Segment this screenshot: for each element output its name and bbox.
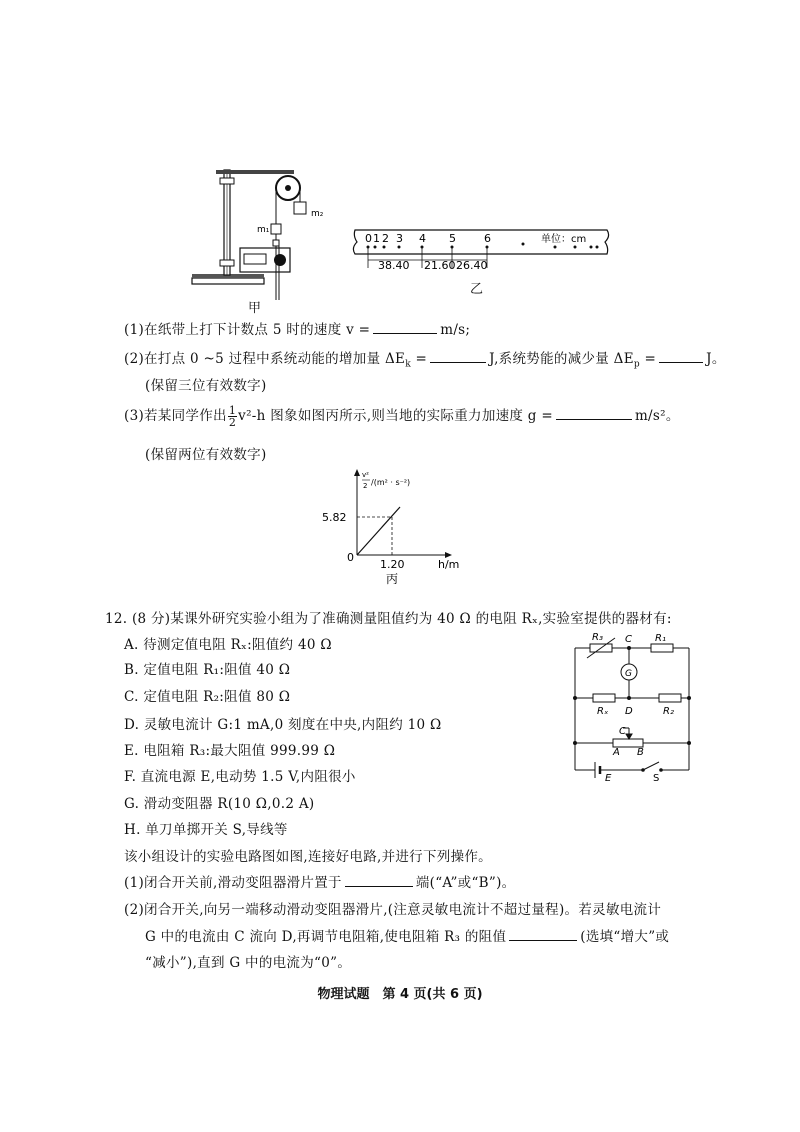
q12-p1-blank[interactable]	[345, 874, 413, 887]
mass-m2	[294, 202, 306, 214]
resistor-R1	[651, 644, 673, 652]
label-m1: m₁	[257, 225, 270, 235]
tape-point-6: 6	[484, 232, 491, 245]
frac-num: 1	[228, 404, 237, 417]
tape-point-4: 4	[419, 232, 426, 245]
q11-p1-prefix: (1)在纸带上打下计数点 5 时的速度 v =	[124, 322, 371, 338]
tape-segment-3: 26.40	[456, 259, 488, 272]
graph-ylabel-num: v²	[362, 471, 369, 479]
q12-item-e: E. 电阻箱 R₃:最大阻值 999.99 Ω	[124, 743, 336, 759]
q12-item-b: B. 定值电阻 R₁:阻值 40 Ω	[124, 662, 291, 678]
page-footer: 物理试题 第 4 页(共 6 页)	[317, 987, 483, 1002]
caption-jia: 甲	[248, 301, 262, 316]
graph-origin: 0	[347, 551, 354, 564]
label-Rx: Rₓ	[597, 706, 609, 717]
q12-item-f: F. 直流电源 E,电动势 1.5 V,内阻很小	[124, 769, 356, 785]
q12-item-g: G. 滑动变阻器 R(10 Ω,0.2 A)	[124, 796, 315, 812]
q11-p3-fraction	[228, 405, 237, 428]
tape-unit: 单位：cm	[541, 234, 587, 245]
top-bar	[216, 170, 294, 174]
graph-figure	[320, 465, 470, 590]
q11-part2	[124, 347, 726, 370]
q11-p3-unit: m/s²。	[634, 408, 680, 424]
q11-p3-prefix: (3)若某同学作出	[124, 408, 227, 424]
resistor-R2	[659, 694, 681, 702]
label-m2: m₂	[311, 209, 324, 219]
resistor-Rx	[593, 694, 615, 702]
q12-p1-prefix: (1)闭合开关前,滑动变阻器滑片置于	[124, 875, 342, 891]
q11-part3	[124, 404, 680, 428]
tape-point-0: 0	[365, 232, 372, 245]
q12-item-a: A. 待测定值电阻 Rₓ:阻值约 40 Ω	[124, 637, 332, 653]
q11-p2-mid: J,系统势能的减少量 ΔE	[489, 351, 634, 367]
label-S: S	[653, 773, 660, 783]
q12-p2-line1: (2)闭合开关,向另一端移动滑动变阻器滑片,(注意灵敏电流计不超过量程)。若灵敏电流计	[124, 902, 662, 918]
graph-ylabel-den: 2	[363, 482, 368, 490]
label-C-slider: C	[619, 726, 626, 737]
q11-p2-prefix: (2)在打点 0 ~5 过程中系统动能的增加量 ΔE	[124, 351, 406, 367]
q11-p2-ep-blank[interactable]	[659, 350, 703, 363]
q12-p2-suffix: (选填“增大”或	[580, 929, 670, 945]
label-A: A	[613, 747, 620, 758]
tape-segment-2: 21.60	[424, 259, 456, 272]
q11-p2-eq: =	[410, 351, 428, 367]
apparatus-figure	[180, 160, 330, 310]
label-R3: R₃	[592, 632, 603, 643]
caption-yi: 乙	[470, 282, 484, 297]
tape-segment-1: 38.40	[378, 259, 410, 272]
frac-den: 2	[228, 416, 237, 429]
switch-S	[643, 762, 659, 770]
label-G: G	[625, 669, 632, 679]
label-B: B	[637, 747, 644, 758]
q11-p3-note: (保留两位有效数字)	[145, 447, 267, 463]
q12-part1	[124, 871, 515, 891]
q12-design: 该小组设计的实验电路图如图,连接好电路,并进行下列操作。	[124, 849, 492, 865]
q12-item-h: H. 单刀单掷开关 S,导线等	[124, 822, 288, 838]
q11-p1-unit: m/s;	[440, 322, 471, 338]
q11-p2-sub-k: k	[405, 359, 411, 370]
graph-y-tick: 5.82	[322, 511, 347, 524]
label-R2: R₂	[663, 706, 674, 717]
q12-p2-line2	[145, 925, 669, 945]
q11-p2-sub-p: p	[633, 359, 640, 370]
label-D: D	[625, 706, 633, 717]
q12-intro: 12. (8 分)某课外研究实验小组为了准确测量阻值约为 40 Ω 的电阻 Rₓ,实验室提供的器材有:	[105, 611, 672, 627]
q11-p3-g-blank[interactable]	[556, 407, 632, 420]
label-E: E	[605, 773, 612, 783]
q11-p2-unit: J。	[706, 351, 726, 367]
graph-xlabel: h/m	[438, 558, 460, 571]
q11-p1-answer-blank[interactable]	[373, 321, 437, 334]
q11-part1	[124, 318, 470, 338]
graph-ylabel-unit: /(m² · s⁻²)	[371, 478, 411, 487]
label-C-top: C	[625, 634, 632, 645]
circuit-diagram	[565, 628, 705, 783]
paper-tape-figure	[345, 222, 615, 272]
q12-p1-suffix: 端(“A”或“B”)。	[415, 875, 516, 891]
caption-bing: 丙	[386, 572, 399, 586]
q12-p2-line3: “减小”),直到 G 中的电流为“0”。	[145, 955, 352, 971]
q12-p2-blank[interactable]	[509, 928, 577, 941]
q11-p3-mid: v²-h 图象如图丙所示,则当地的实际重力加速度 g =	[238, 408, 553, 424]
q11-p2-ek-blank[interactable]	[430, 350, 486, 363]
mass-m1	[271, 224, 281, 234]
bottom-clamp	[220, 260, 234, 266]
tape-point-3: 3	[396, 232, 403, 245]
q11-p2-eq2: =	[639, 351, 657, 367]
q12-item-d: D. 灵敏电流计 G:1 mA,0 刻度在中央,内阻约 10 Ω	[124, 717, 442, 733]
q12-p2-prefix: G 中的电流由 C 流向 D,再调节电阻箱,使电阻箱 R₃ 的阻值	[145, 929, 507, 945]
label-R1: R₁	[655, 633, 666, 644]
graph-line	[357, 507, 400, 555]
tape-point-1: 1	[373, 232, 380, 245]
graph-x-tick: 1.20	[380, 558, 405, 571]
stand-base	[192, 278, 264, 284]
tape-point-5: 5	[449, 232, 456, 245]
q12-item-c: C. 定值电阻 R₂:阻值 80 Ω	[124, 689, 291, 705]
slide-rheostat	[613, 739, 643, 747]
top-clamp	[220, 178, 234, 184]
q11-p2-note: (保留三位有效数字)	[145, 378, 267, 394]
tape-point-2: 2	[382, 232, 389, 245]
